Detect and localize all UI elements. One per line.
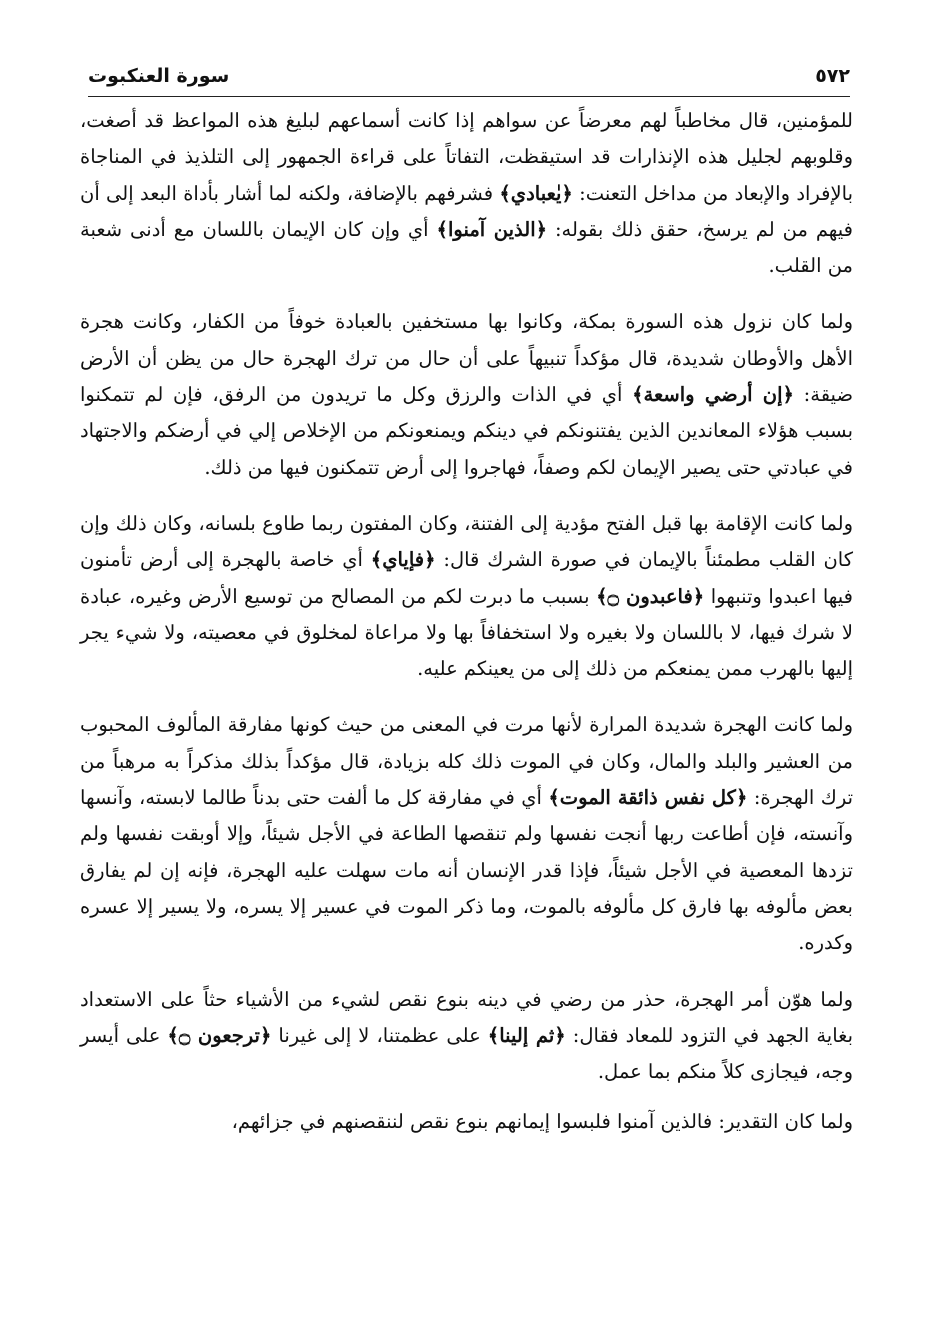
paragraph — [80, 982, 853, 1091]
paragraph — [80, 103, 853, 284]
body-text — [80, 103, 853, 1141]
quran-quote: ﴿الذين آمنوا﴾ — [436, 217, 548, 241]
text-segment: أي وإن كان الإيمان باللسان مع أدنى شعبة من القلب. — [80, 217, 853, 278]
text-segment: ولما كانت الهجرة شديدة المرارة لأنها مرت في المعنى من حيث كونها مفارقة المألوف المحبوب من العشير والبلد والمال، وكان في الموت ذلك كله بزيادة، قال مؤكداً بذلك مذكراً به مرهباً من ترك الهجرة: — [80, 713, 854, 810]
text-segment: أي خاصة بالهجرة إلى أرض تأمنون فيها اعبدوا وتنبهوا — [80, 548, 853, 608]
header-divider — [88, 96, 850, 97]
text-segment: على أيسر وجه، فيجازى كلاً منكم بما عمل. — [80, 1023, 853, 1084]
text-segment: ولما كان التقدير: فالذين آمنوا فلبسوا إيمانهم بنوع نقص لننقصنهم في جزائهم، — [231, 1110, 853, 1134]
paragraph — [80, 506, 853, 687]
page-header — [88, 58, 850, 94]
page-number: ٥٧٢ — [815, 65, 850, 87]
text-segment: ولما هوّن أمر الهجرة، حذر من رضي في دينه بنوع نقص لشيء من الأشياء حثاً على الاستعداد بغاية الجهد في التزود للمعاد فقال: — [80, 987, 853, 1047]
quran-quote: ﴿ترجعون ۝﴾ — [167, 1023, 272, 1047]
text-segment: أي في الذات والرزق وكل ما تريدون من الرفق، فإن لم تتمكنوا بسبب هؤلاء المعاندين الذين يفتنونكم في دينكم ويمنعونكم من الإخلاص إلي في أرضكم والاجتهاد في عبادتي حتى يصير الإيمان لكم وصفاً، فهاجروا إلى أرض تتمكنون فيها من ذلك. — [80, 383, 853, 479]
quran-quote: ﴿ثم إلينا﴾ — [487, 1023, 566, 1047]
paragraph — [80, 304, 853, 485]
quran-quote: ﴿فاعبدون ۝﴾ — [596, 584, 705, 608]
quran-quote: ﴿كل نفس ذائقة الموت﴾ — [548, 786, 748, 810]
text-segment: ولما كان نزول هذه السورة بمكة، وكانوا بها مستخفين بالعبادة خوفاً من الكفار، وكانت هجرة الأهل والأوطان شديدة، قال مؤكداً تنبيهاً على أن حال من ترك الهجرة حال من يظن أن الأرض ضيقة: — [80, 310, 854, 407]
text-segment: أي في مفارقة كل ما ألفت حتى بدناً طالما لابسته، وآنسها وآنسته، فإن أطاعت ربها أنجت نفسها ولم تنقصها الطاعة في الأجل شيئاً، وإلا أوبقت نفسها ولم تزدها المعصية في الأجل شيئاً، فإذا قدر الإنسان أنه مات سهلت عليه الهجرة، فإنه إن لم يفارق بعض مألوفه بها فارق كل مألوفه بالموت، وما ذكر الموت في عسير إلا يسره، ولا يسير إلا عسره وكدره. — [80, 786, 853, 955]
text-segment: بسبب ما دبرت لكم من المصالح من توسيع الأرض وغيره، عبادة لا شرك فيها، لا باللسان ولا بغيره ولا استخفافاً بها ولا مراعاة لمخلوق في معصيته، ولا شيء يجر إليها بالهرب ممن يمنعكم من ذلك إلى من يعينكم عليه. — [80, 584, 853, 681]
quran-quote: ﴿فإياي﴾ — [370, 548, 436, 572]
text-segment: على عظمتنا، لا إلى غيرنا — [271, 1023, 488, 1047]
paragraph — [80, 707, 853, 961]
text-segment: فشرفهم بالإضافة، ولكنه لما أشار بأداة البعد إلى أن فيهم من لم يرسخ، حقق ذلك بقوله: — [80, 181, 854, 241]
quran-quote: ﴿يٰعبادي﴾ — [499, 181, 573, 205]
text-segment: ولما كانت الإقامة بها قبل الفتح مؤدية إلى الفتنة، وكان المفتون ربما طاوع بلسانه، وكان ذلك وإن كان القلب مطمئناً بالإيمان في صورة الشرك قال: — [80, 511, 854, 572]
paragraph — [80, 1104, 853, 1140]
text-segment: للمؤمنين، قال مخاطباً لهم معرضاً عن سواهم إذا كانت أسماعهم لبليغ هذه المواعظ قد أصغت، وقلوبهم لجليل هذه الإنذارات قد استيقظت، التفاتاً على قراءة الجمهور إلى التلذيذ في المناجاة بالإفراد والإبعاد من مداخل التعنت: — [80, 109, 853, 205]
surah-title: سورة العنكبوت — [88, 65, 230, 87]
quran-quote: ﴿إن أرضي واسعة﴾ — [632, 383, 794, 407]
